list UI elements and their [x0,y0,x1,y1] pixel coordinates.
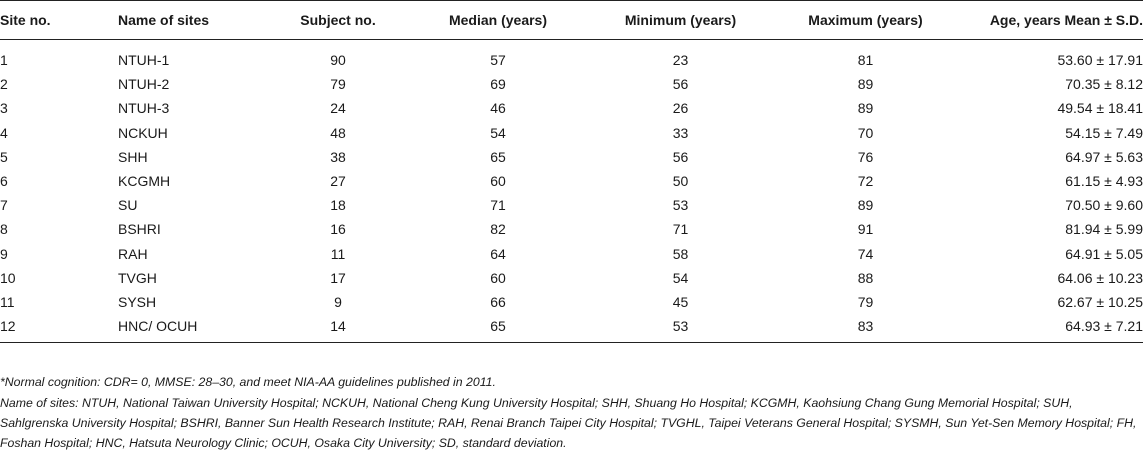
table-row [0,72,1143,96]
cell-site-name: NTUH-3 [118,100,170,117]
cell-age-mean-sd: 70.35 ± 8.12 [1065,76,1143,93]
cell-site-name: NCKUH [118,124,168,141]
header-median: Median (years) [408,1,588,40]
cell-minimum: 53 [588,314,773,343]
cell-subject-no: 48 [330,124,346,141]
cell-minimum: 56 [672,148,689,165]
cell-maximum: 88 [857,269,874,286]
cell-site-name: TVGH [118,269,157,286]
cell-minimum: 45 [672,293,689,310]
cell-minimum: 26 [672,100,689,117]
cell-median: 46 [490,100,506,117]
cell-site-no: 11 [0,293,15,310]
cell-subject-no: 9 [334,293,342,310]
cell-age-mean-sd: 62.67 ± 10.25 [1057,293,1143,310]
cell-age-mean-sd: 64.97 ± 5.63 [1065,148,1143,165]
header-minimum: Minimum (years) [588,1,773,40]
header-age-mean-sd: Age, years Mean ± S.D. [958,1,1143,40]
cell-site-no: 6 [0,173,8,190]
cell-age-mean-sd: 70.50 ± 9.60 [1065,197,1143,214]
cell-subject-no: 16 [330,221,346,238]
table-footnotes [0,372,1138,453]
cell-subject-no: 24 [330,100,346,117]
cell-site-name: KCGMH [118,173,171,190]
cell-site-name: BSHRI [118,221,161,238]
cell-median: 65 [408,314,588,343]
cell-site-name: SYSH [118,293,157,310]
cell-maximum: 81 [857,52,874,69]
cell-site-name: RAH [118,245,148,262]
cell-maximum: 83 [773,314,958,343]
cell-maximum: 89 [857,76,874,93]
cell-subject-no: 17 [330,269,346,286]
cell-subject-no: 14 [268,314,408,343]
header-row [0,1,1143,40]
cell-minimum: 53 [672,197,689,214]
table-body [0,40,1143,343]
cell-age-mean-sd: 53.60 ± 17.91 [1057,52,1143,69]
cell-site-no: 1 [0,52,8,69]
cell-site-no: 4 [0,124,8,141]
table-row [0,266,1143,290]
header-maximum: Maximum (years) [773,1,958,40]
cell-site-no: 3 [0,100,8,117]
cell-median: 60 [490,173,506,190]
cell-subject-no: 90 [330,52,346,69]
cell-median: 82 [490,221,506,238]
table-row [0,145,1143,169]
cell-minimum: 56 [672,76,689,93]
cell-age-mean-sd: 64.06 ± 10.23 [1057,269,1143,286]
cell-median: 71 [490,197,506,214]
cell-site-name: HNC/ OCUH [118,314,268,343]
table-row [0,242,1143,266]
cell-subject-no: 79 [330,76,346,93]
cell-minimum: 50 [672,173,689,190]
cell-subject-no: 18 [330,197,346,214]
cell-age-mean-sd: 81.94 ± 5.99 [1065,221,1143,238]
cell-site-name: SHH [118,148,148,165]
table-row [0,193,1143,217]
cell-site-no: 9 [0,245,8,262]
cell-subject-no: 38 [330,148,346,165]
cell-maximum: 72 [857,173,874,190]
cell-site-no: 2 [0,76,8,93]
table-header [0,1,1143,40]
cell-minimum: 54 [672,269,689,286]
table-row [0,96,1143,120]
cell-maximum: 70 [857,124,874,141]
cell-minimum: 58 [672,245,689,262]
cell-site-name: NTUH-1 [118,52,170,69]
cell-subject-no: 27 [330,173,346,190]
header-name-of-sites: Name of sites [118,1,268,40]
table-row [0,169,1143,193]
cell-site-name: SU [118,197,138,214]
cell-maximum: 91 [857,221,874,238]
table-row [0,121,1143,145]
cell-minimum: 71 [672,221,689,238]
cell-maximum: 79 [857,293,874,310]
cell-site-no: 8 [0,221,8,238]
cell-site-name: NTUH-2 [118,76,170,93]
cell-age-mean-sd: 61.15 ± 4.93 [1065,173,1143,190]
table-row [0,40,1143,73]
cell-site-no: 7 [0,197,8,214]
footnote-site-names: Name of sites: NTUH, National Taiwan University Hospital; NCKUH, National Cheng Kung University Hospital; SHH, Shuang Ho Hospital; KCGMH, Kaohsiung Chang Gung Memorial Hospital; SUH, Sahlgrenska University Hospital; BSHRI, Banner Sun Health Research Institute; RAH, Renai Branch Taipei City Hospital; TVGHL, Taipei Veterans General Hospital; SYSMH, Sun Yet-Sen Memory Hospital; FH, Foshan Hospital; HNC, Hatsuta Neurology Clinic; OCUH, Osaka City University; SD, standard deviation. [0,396,1137,450]
cell-maximum: 74 [857,245,874,262]
cell-median: 64 [490,245,506,262]
table-row [0,314,1143,343]
header-subject-no: Subject no. [268,1,408,40]
cell-median: 66 [490,293,506,310]
cell-minimum: 33 [672,124,689,141]
cell-median: 57 [490,52,506,69]
cell-age-mean-sd: 49.54 ± 18.41 [1057,100,1143,117]
cell-median: 60 [490,269,506,286]
cell-maximum: 89 [857,100,874,117]
cell-site-no: 12 [0,314,118,343]
cell-site-no: 10 [0,269,16,286]
cell-median: 65 [490,148,506,165]
cell-age-mean-sd: 54.15 ± 7.49 [1065,124,1143,141]
table-row [0,290,1143,314]
cell-subject-no: 11 [330,245,346,262]
table-row [0,217,1143,241]
cell-median: 54 [490,124,506,141]
cell-maximum: 76 [857,148,874,165]
footnote-normal-cognition: *Normal cognition: CDR= 0, MMSE: 28–30, and meet NIA-AA guidelines published in 2011. [0,375,496,389]
cell-maximum: 89 [857,197,874,214]
cell-age-mean-sd: 64.91 ± 5.05 [1065,245,1143,262]
header-site-no: Site no. [0,1,118,40]
cell-median: 69 [490,76,506,93]
cell-minimum: 23 [672,52,689,69]
cell-site-no: 5 [0,148,8,165]
cell-age-mean-sd: 64.93 ± 7.21 [958,314,1143,343]
